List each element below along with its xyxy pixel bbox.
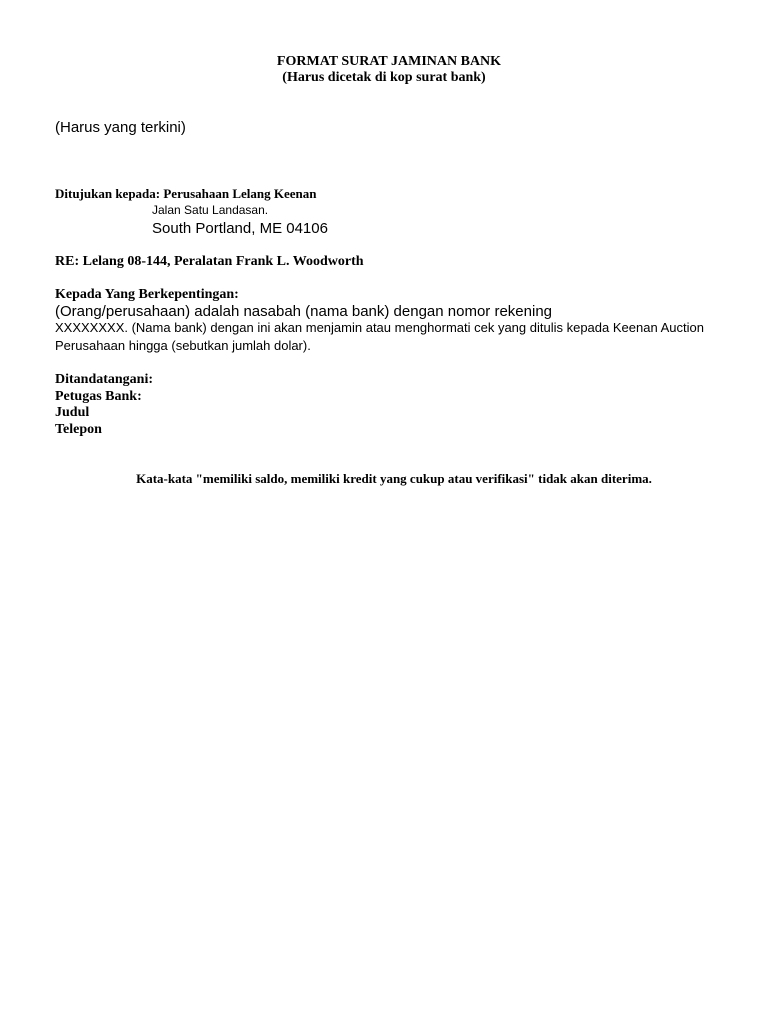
body-line-1: (Orang/perusahaan) adalah nasabah (nama bank) dengan nomor rekening	[55, 303, 552, 320]
document-subtitle: (Harus dicetak di kop surat bank)	[282, 70, 486, 85]
body-line-2: XXXXXXXX. (Nama bank) dengan ini akan menjamin atau menghormati cek yang ditulis kepada Keenan Auction	[55, 320, 704, 335]
recipient-address-city: South Portland, ME 04106	[152, 220, 328, 237]
document-title: FORMAT SURAT JAMINAN BANK	[276, 54, 502, 69]
phone-label: Telepon	[55, 422, 102, 437]
recipient-address-street: Jalan Satu Landasan.	[152, 203, 269, 217]
bank-officer-label: Petugas Bank:	[55, 389, 142, 404]
body-line-3: Perusahaan hingga (sebutkan jumlah dolar).	[55, 338, 311, 353]
job-title-label: Judul	[55, 405, 90, 420]
recipient-line: Ditujukan kepada: Perusahaan Lelang Keenan	[55, 186, 317, 201]
footer-note: Kata-kata "memiliki saldo, memiliki kredit yang cukup atau verifikasi" tidak akan diterima.	[136, 471, 652, 486]
salutation: Kepada Yang Berkepentingan:	[55, 287, 239, 302]
reference-line: RE: Lelang 08-144, Peralatan Frank L. Woodworth	[55, 254, 364, 269]
date-note: (Harus yang terkini)	[55, 119, 186, 136]
signed-label: Ditandatangani:	[55, 372, 154, 387]
